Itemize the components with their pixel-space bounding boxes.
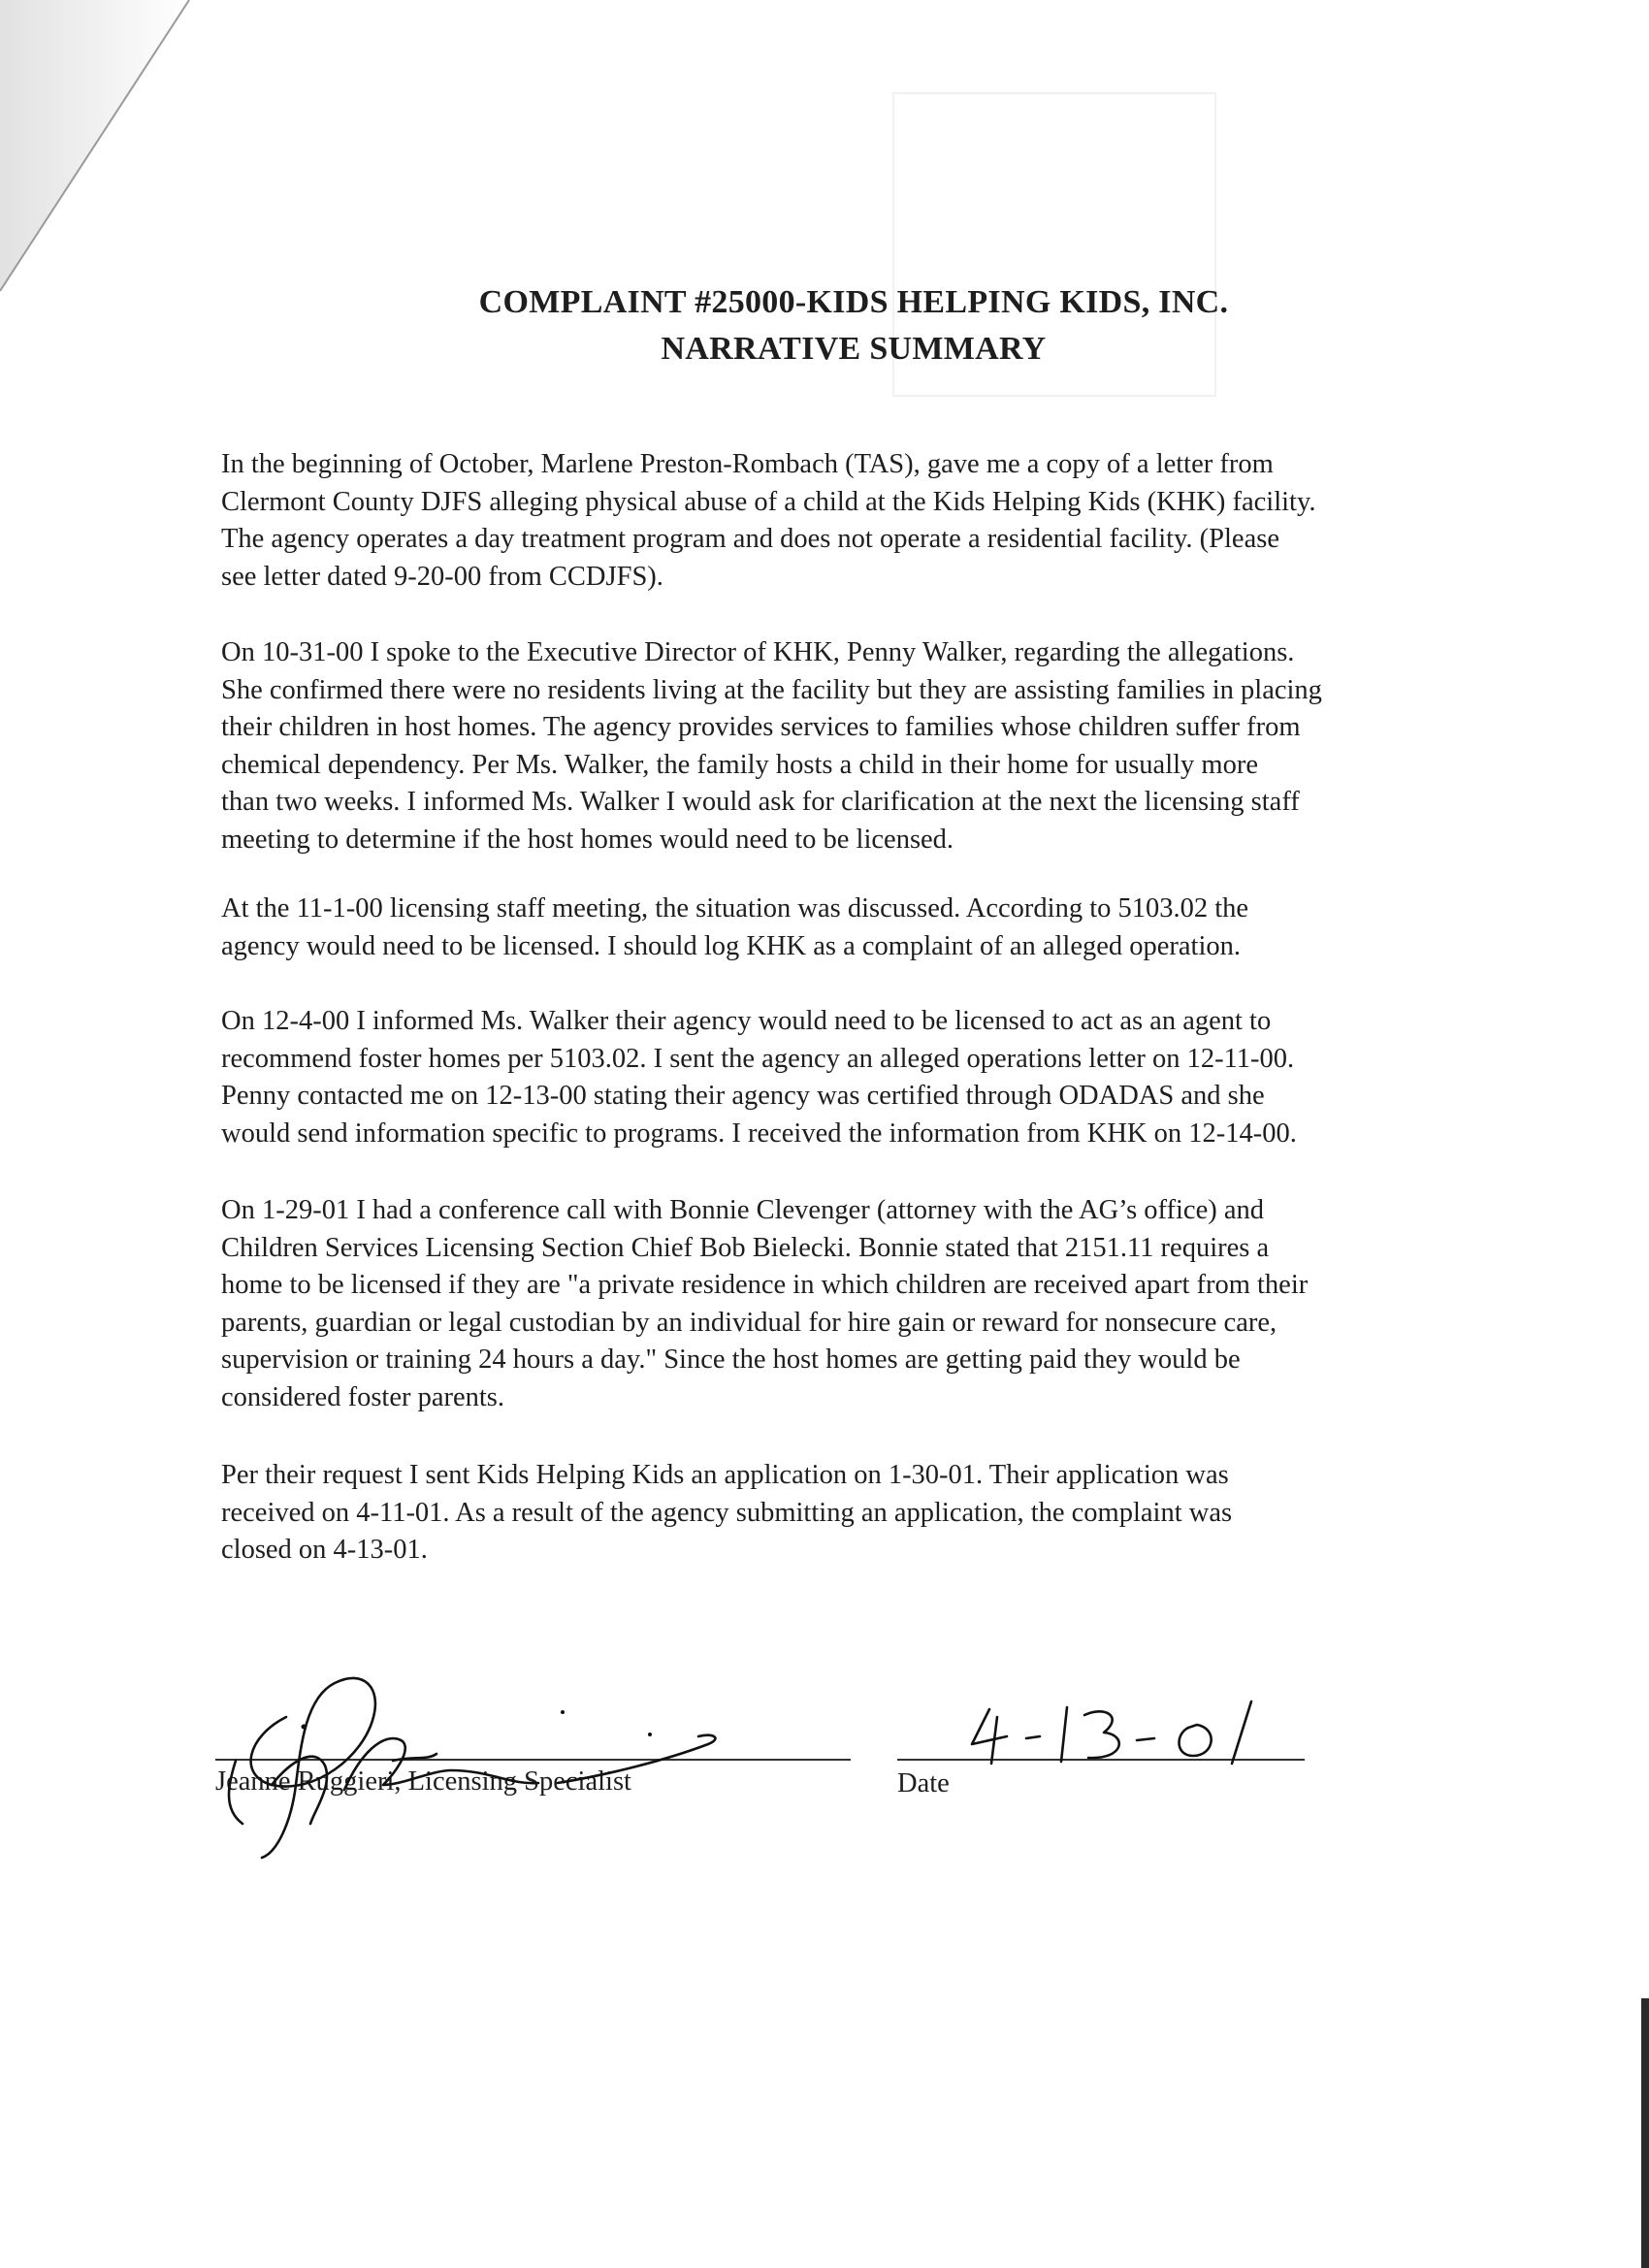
paragraph-5 (221, 1192, 1521, 1417)
date-label: Date (897, 1768, 950, 1798)
paragraph-line: considered foster parents. (221, 1381, 505, 1412)
paragraph-line: On 10-31-00 I spoke to the Executive Director of KHK, Penny Walker, regarding the allegations. (221, 637, 1295, 667)
paragraph-line: She confirmed there were no residents living at the facility but they are assisting families in placing (221, 674, 1322, 705)
paragraph-1 (221, 446, 1521, 596)
paragraph-line: would send information specific to programs. I received the information from KHK on 12-14-00. (221, 1118, 1297, 1149)
paragraph-line: supervision or training 24 hours a day." Since the host homes are getting paid they would be (221, 1345, 1241, 1376)
paragraph-line: Per their request I sent Kids Helping Kids an application on 1-30-01. Their application was (221, 1460, 1229, 1490)
handwritten-signature (218, 1639, 761, 1863)
paragraph-line: Penny contacted me on 12-13-00 stating their agency was certified through ODADAS and she (221, 1081, 1265, 1112)
paragraph-line: their children in host homes. The agency provides services to families whose children suffer from (221, 712, 1301, 743)
handwritten-date (960, 1688, 1310, 1775)
paragraph-line: agency would need to be licensed. I should log KHK as a complaint of an alleged operation. (221, 930, 1242, 961)
paragraph-line: chemical dependency. Per Ms. Walker, the family hosts a child in their home for usually more (221, 749, 1258, 780)
page-fold-shadow (0, 0, 194, 310)
paragraph-line: received on 4-11-01. As a result of the agency submitting an application, the complaint was (221, 1497, 1233, 1528)
paragraph-4 (221, 1003, 1521, 1152)
paragraph-line: parents, guardian or legal custodian by an individual for hire gain or reward for nonsecure care, (221, 1307, 1277, 1338)
document-title: COMPLAINT #25000-KIDS HELPING KIDS, INC. (478, 284, 1229, 320)
paragraph-line: Clermont County DJFS alleging physical abuse of a child at the Kids Helping Kids (KHK) facility. (221, 486, 1316, 517)
paragraph-line: recommend foster homes per 5103.02. I sent the agency an alleged operations letter on 12-11-00. (221, 1043, 1295, 1074)
paragraph-line: The agency operates a day treatment program and does not operate a residential facility. (Please (221, 524, 1279, 555)
scan-edge (1641, 1998, 1649, 2268)
paragraph-line: meeting to determine if the host homes would need to be licensed. (221, 824, 954, 855)
paragraph-line: than two weeks. I informed Ms. Walker I would ask for clarification at the next the licensing staff (221, 787, 1300, 818)
paragraph-line: At the 11-1-00 licensing staff meeting, the situation was discussed. According to 5103.02 the (221, 893, 1249, 923)
paragraph-line: On 1-29-01 I had a conference call with Bonnie Clevenger (attorney with the AG’s office) and (221, 1195, 1264, 1225)
paragraph-line: closed on 4-13-01. (221, 1535, 428, 1566)
paragraph-line: home to be licensed if they are "a private residence in which children are received apart from their (221, 1270, 1309, 1301)
signer-label: Jeanne Ruggieri, Licensing Specialist (215, 1766, 631, 1797)
paragraph-line: On 12-4-00 I informed Ms. Walker their agency would need to be licensed to act as an agent to (221, 1006, 1272, 1036)
paragraph-line: In the beginning of October, Marlene Preston-Rombach (TAS), gave me a copy of a letter from (221, 449, 1274, 479)
paragraph-line: see letter dated 9-20-00 from CCDJFS). (221, 561, 663, 592)
paragraph-6 (221, 1457, 1521, 1570)
document-subtitle: NARRATIVE SUMMARY (661, 331, 1047, 367)
paragraph-line: Children Services Licensing Section Chief Bob Bielecki. Bonnie stated that 2151.11 requires a (221, 1232, 1270, 1263)
paragraph-2 (221, 634, 1521, 859)
paragraph-3 (221, 891, 1521, 965)
